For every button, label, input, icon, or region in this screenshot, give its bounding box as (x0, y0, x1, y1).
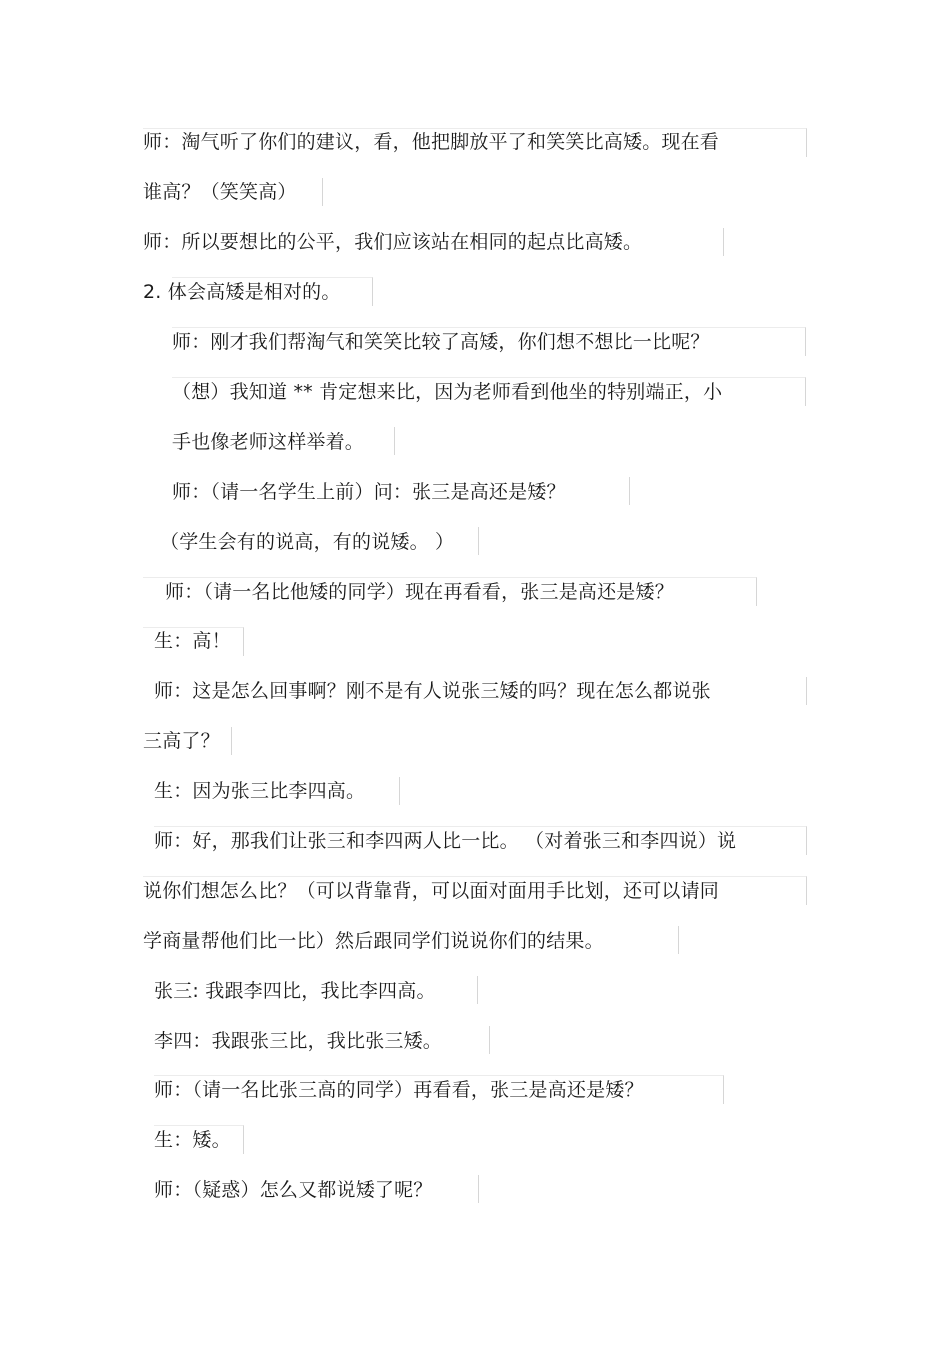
text-line: 三高了？ (143, 730, 220, 752)
text-line: 师：好，那我们让张三和李四两人比一比。 （对着张三和李四说）说 (154, 830, 737, 852)
text-line: 师：（请一名比张三高的同学）再看看，张三是高还是矮？ (154, 1079, 644, 1101)
text-line: 手也像老师这样举着。 (172, 431, 365, 453)
text-line: 生：矮。 (154, 1129, 231, 1151)
text-line: 谁高？（笑笑高） (143, 181, 297, 203)
text-line: 师：淘气听了你们的建议，看，他把脚放平了和笑笑比高矮。现在看 (143, 131, 720, 153)
text-line: 生：高！ (154, 630, 231, 652)
text-line: 师：（请一名学生上前）问：张三是高还是矮？ (172, 481, 566, 503)
section-heading: 2. 体会高矮是相对的。 (143, 281, 341, 303)
text-line: 师：（请一名比他矮的同学）现在再看看，张三是高还是矮？ (165, 581, 674, 603)
text-line: 师：所以要想比的公平，我们应该站在相同的起点比高矮。 (143, 231, 643, 253)
text-line: 师：（疑惑）怎么又都说矮了呢？ (154, 1179, 433, 1201)
text-line: 学商量帮他们比一比）然后跟同学们说说你们的结果。 (143, 930, 604, 952)
text-line: 生：因为张三比李四高。 (154, 780, 366, 802)
text-line: （想）我知道 ** 肯定想来比，因为老师看到他坐的特别端正，小 (172, 381, 723, 403)
text-line: 李四：我跟张三比，我比张三矮。 (154, 1030, 443, 1052)
text-line: 师：这是怎么回事啊？刚不是有人说张三矮的吗？现在怎么都说张 (154, 680, 711, 702)
text-line: （学生会有的说高，有的说矮。 ） (160, 531, 455, 553)
text-line: 张三: 我跟李四比，我比李四高。 (154, 980, 436, 1002)
text-line: 说你们想怎么比？（可以背靠背，可以面对面用手比划，还可以请同 (143, 880, 720, 902)
text-line: 师：刚才我们帮淘气和笑笑比较了高矮，你们想不想比一比呢？ (172, 331, 710, 353)
